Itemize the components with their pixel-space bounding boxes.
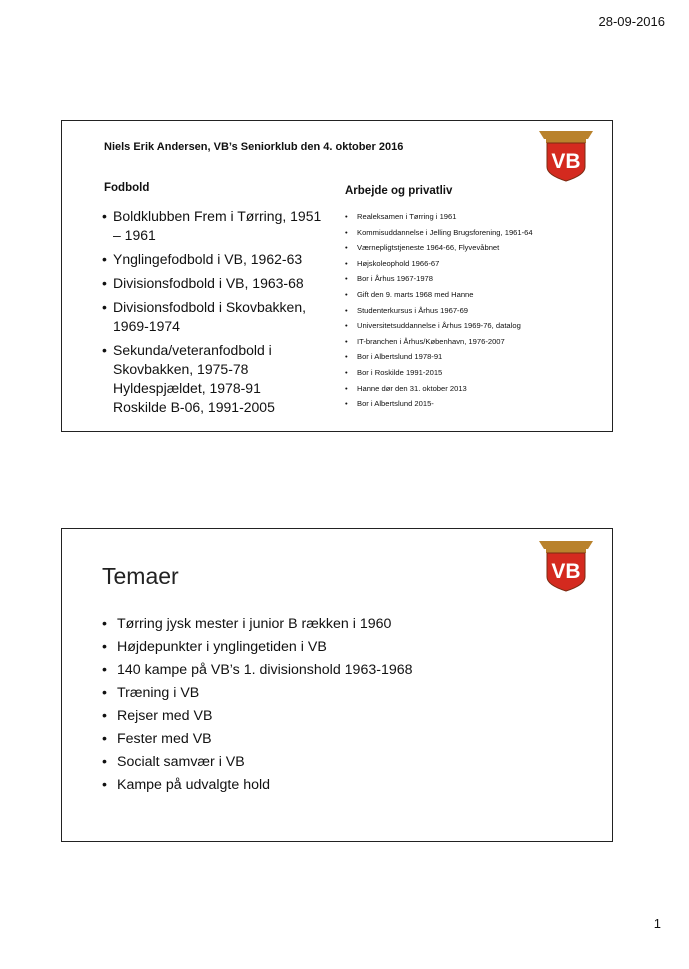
list-item: • Divisionsfodbold i VB, 1963-68 xyxy=(102,274,322,293)
slide-1 xyxy=(61,120,613,432)
list-item: • Bor i Århus 1967-1978 xyxy=(345,271,610,287)
slide-2 xyxy=(61,528,613,842)
list-item: • Værnepligtstjeneste 1964-66, Flyvevåbnet xyxy=(345,240,610,256)
list-item: • IT-branchen i Århus/København, 1976-2007 xyxy=(345,334,610,350)
list-item: • 140 kampe på VB’s 1. divisionshold 1963-1968 xyxy=(102,659,542,682)
page-number: 1 xyxy=(653,916,661,931)
football-heading: Fodbold xyxy=(104,182,150,194)
themes-list xyxy=(102,613,542,797)
list-item: • Gift den 9. marts 1968 med Hanne xyxy=(345,287,610,303)
list-item: • Tørring jysk mester i junior B rækken i 1960 xyxy=(102,613,542,636)
list-item: • Højskoleophold 1966-67 xyxy=(345,256,610,272)
football-list xyxy=(102,207,322,422)
list-item: • Realeksamen i Tørring i 1961 xyxy=(345,209,610,225)
list-item: • Studenterkursus i Århus 1967-69 xyxy=(345,303,610,319)
vb-club-logo xyxy=(538,129,594,183)
logo-text: VB xyxy=(551,560,581,583)
list-item: • Bor i Roskilde 1991-2015 xyxy=(345,365,610,381)
list-item: • Højdepunkter i ynglingetiden i VB xyxy=(102,636,542,659)
list-item: • Bor i Albertslund 2015- xyxy=(345,396,610,412)
list-item: • Bor i Albertslund 1978-91 xyxy=(345,349,610,365)
list-item: • Ynglingefodbold i VB, 1962-63 xyxy=(102,250,322,269)
list-item-continuation: Roskilde B-06, 1991-2005 xyxy=(113,399,275,415)
list-item: • Kampe på udvalgte hold xyxy=(102,774,542,797)
slide-1-title: Niels Erik Andersen, VB’s Seniorklub den 4. oktober 2016 xyxy=(104,141,404,153)
list-item-continuation: Hyldespjældet, 1978-91 xyxy=(113,380,261,396)
work-private-heading: Arbejde og privatliv xyxy=(345,185,453,197)
list-item: • Træning i VB xyxy=(102,682,542,705)
vb-club-logo xyxy=(538,539,594,593)
list-item: • Rejser med VB xyxy=(102,705,542,728)
list-item: • Hanne dør den 31. oktober 2013 xyxy=(345,381,610,397)
list-item: • Boldklubben Frem i Tørring, 1951 – 1961 xyxy=(102,207,322,245)
work-private-list xyxy=(345,209,610,412)
list-item: • Kommisuddannelse i Jelling Brugsforening, 1961-64 xyxy=(345,225,610,241)
list-item: • Divisionsfodbold i Skovbakken, 1969-1974 xyxy=(102,298,322,336)
list-item: • Socialt samvær i VB xyxy=(102,751,542,774)
slide-2-title: Temaer xyxy=(102,563,179,589)
list-item: • Fester med VB xyxy=(102,728,542,751)
list-item: • Universitetsuddannelse i Århus 1969-76, datalog xyxy=(345,318,610,334)
list-item: • Sekunda/veteranfodbold i Skovbakken, 1975-78 Hyldespjældet, 1978-91 Roskilde B-06, 1991-2005 xyxy=(102,341,322,417)
print-date: 28-09-2016 xyxy=(598,14,665,29)
logo-text: VB xyxy=(551,150,581,173)
